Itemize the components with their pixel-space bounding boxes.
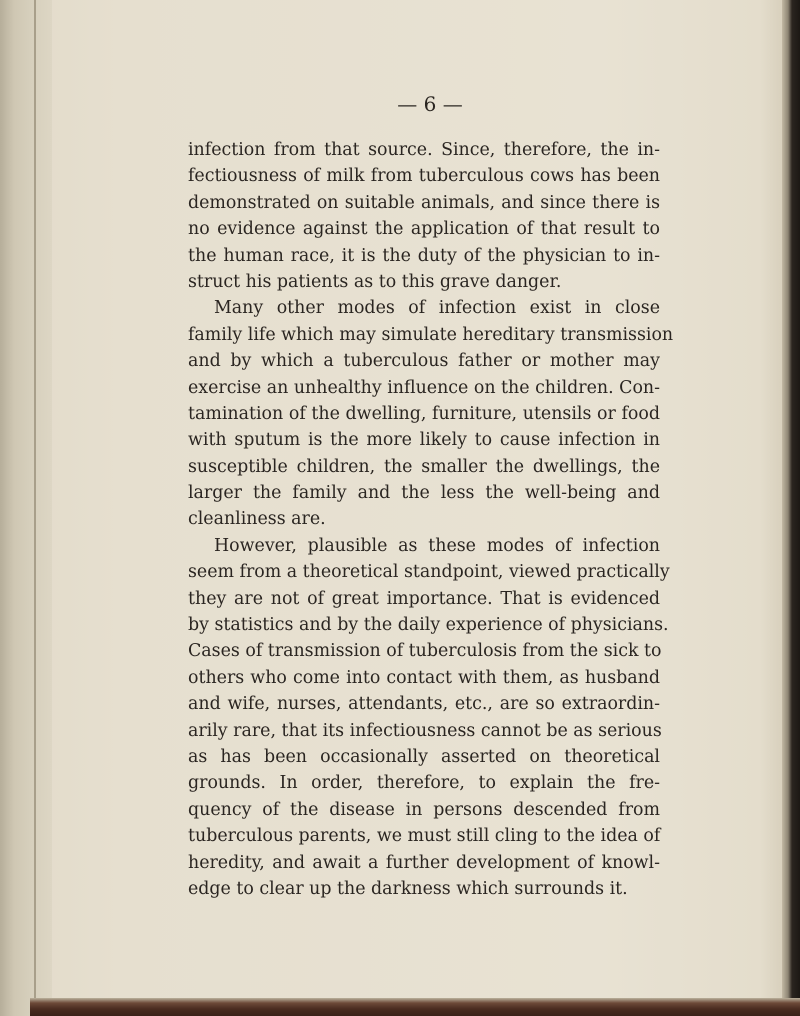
text-line: seem from a theoretical standpoint, viewed practically xyxy=(188,562,670,583)
text-line: demonstrated on suitable animals, and since there is xyxy=(188,192,660,213)
text-line: Many other modes of infection exist in close xyxy=(214,298,660,319)
text-line: cleanliness are. xyxy=(188,509,326,530)
text-line: heredity, and await a further development of knowl- xyxy=(188,852,660,873)
text-line: edge to clear up the darkness which surrounds it. xyxy=(188,878,628,899)
page-number: — 6 — xyxy=(397,92,463,116)
text-line: grounds. In order, therefore, to explain the fre- xyxy=(188,773,660,794)
text-line: others who come into contact with them, as husband xyxy=(188,667,660,688)
page-right-edge xyxy=(782,0,800,1016)
text-line: they are not of great importance. That is evidenced xyxy=(188,588,660,609)
text-line: However, plausible as these modes of infection xyxy=(214,535,660,556)
text-line: family life which may simulate hereditary transmission xyxy=(188,324,674,345)
text-line: larger the family and the less the well-being and xyxy=(188,483,660,504)
text-line: by statistics and by the daily experience of physicians. xyxy=(188,615,669,636)
text-line: exercise an unhealthy influence on the children. Con- xyxy=(188,377,660,398)
text-line: the human race, it is the duty of the physician to in- xyxy=(188,245,660,266)
text-line: arily rare, that its infectiousness cannot be as serious xyxy=(188,720,662,741)
text-line: quency of the disease in persons descended from xyxy=(188,799,660,820)
text-line: susceptible children, the smaller the dwellings, the xyxy=(188,456,660,477)
text-line: Cases of transmission of tuberculosis from the sick to xyxy=(188,641,662,662)
text-line: struct his patients as to this grave danger. xyxy=(188,271,562,292)
text-line: fectiousness of milk from tuberculous cows has been xyxy=(188,166,660,187)
text-line: tamination of the dwelling, furniture, utensils or food xyxy=(188,403,660,424)
text-line: with sputum is the more likely to cause infection in xyxy=(188,430,660,451)
page-bottom-edge xyxy=(30,998,800,1016)
text-line: as has been occasionally asserted on theoretical xyxy=(188,746,660,767)
text-line: no evidence against the application of that result to xyxy=(188,219,660,240)
text-line: infection from that source. Since, therefore, the in- xyxy=(188,140,660,160)
page-gutter xyxy=(0,0,52,1016)
text-line: and by which a tuberculous father or mother may xyxy=(188,351,660,372)
body-text xyxy=(188,137,674,902)
text-line: tuberculous parents, we must still cling to the idea of xyxy=(188,826,661,847)
binding-shadow xyxy=(34,0,36,1000)
text-line: and wife, nurses, attendants, etc., are so extraordin- xyxy=(188,694,660,715)
